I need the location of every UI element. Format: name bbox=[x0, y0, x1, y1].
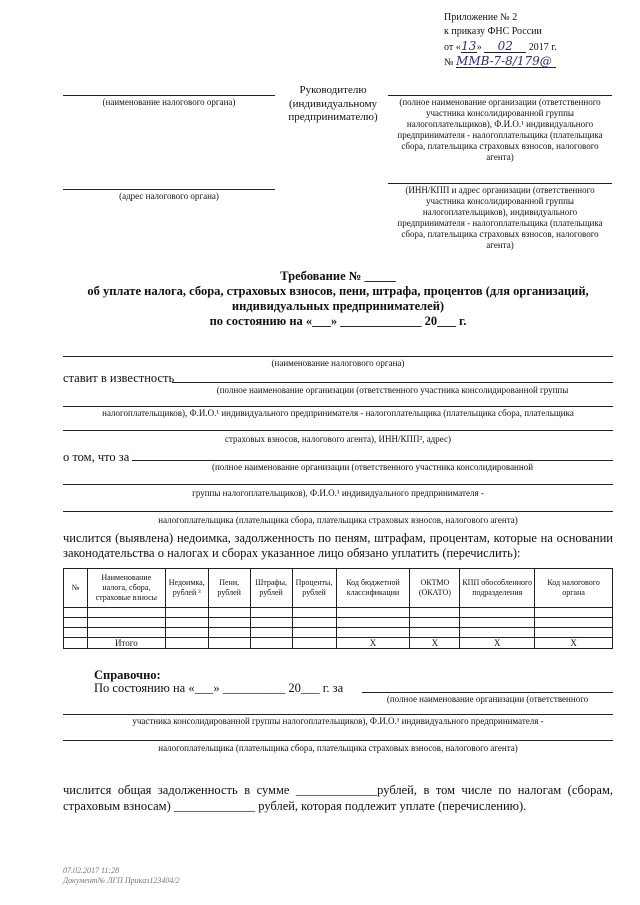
recipient-inn-caption: (ИНН/КПП и адрес организации (ответственного участника консолидированной группы налогоплательщиков), индивидуального предпринимателя - налогоплательщика (плательщика сбора, плательщика страховых взносов, налогового агента) bbox=[397, 185, 603, 250]
tax-org-address-caption: (адрес налогового органа) bbox=[119, 191, 219, 201]
tax-org-address-line bbox=[63, 189, 275, 190]
col-fines-header: Штрафы, рублей bbox=[250, 569, 292, 608]
table-row bbox=[64, 608, 613, 618]
recipient-name-line bbox=[388, 95, 612, 96]
col-tax-name-header: Наименование налога, сбора, страховые взносы bbox=[87, 569, 165, 608]
table-header-row bbox=[64, 569, 613, 608]
demand-subject-title: об уплате налога, сбора, страховых взносов, пени, штрафа, процентов (для организаций, индивидуальных предпринимателей) bbox=[87, 284, 589, 313]
col-kpp-header: КПП обособленного подразделения bbox=[460, 569, 535, 608]
about-label: о том, что за bbox=[63, 450, 130, 464]
notify-line-3 bbox=[63, 430, 613, 431]
reference-caption-3: налогоплательщика (плательщика сбора, плательщика страховых взносов, налогового агента) bbox=[158, 743, 518, 753]
total-mark: X bbox=[535, 638, 613, 649]
appendix-number-value: ММВ-7-8/179@ bbox=[456, 55, 556, 68]
demand-date-title: по состоянию на «___» _____________ 20___ г. bbox=[209, 314, 467, 328]
total-mark: X bbox=[460, 638, 535, 649]
col-kbk-header: Код бюджетной классификации bbox=[336, 569, 410, 608]
notify-caption-3: страховых взносов, налогового агента), ИНН/КПП², адрес) bbox=[225, 434, 451, 444]
appendix-line1: Приложение № 2 bbox=[444, 12, 518, 23]
total-label: Итого bbox=[87, 638, 165, 649]
reference-date-line: По состоянию на «___» __________ 20___ г. за bbox=[94, 681, 344, 695]
recipient-inn-line bbox=[388, 183, 612, 184]
notify-line bbox=[172, 382, 613, 383]
demand-number-title: Требование № _____ bbox=[280, 269, 396, 283]
table-row bbox=[64, 628, 613, 638]
col-number-header: № bbox=[64, 569, 88, 608]
about-line-2 bbox=[63, 484, 613, 485]
notify-caption-1: (полное наименование организации (ответственного участника консолидированной группы bbox=[216, 385, 569, 395]
appendix-number: № ММВ-7-8/179@ bbox=[444, 55, 556, 69]
total-mark: X bbox=[336, 638, 410, 649]
appendix-date: от «13» 02 2017 г. bbox=[444, 39, 557, 53]
notify-label: ставит в известность bbox=[63, 371, 175, 385]
recipient-name-caption: (полное наименование организации (ответственного участника консолидированной группы налогоплательщиков), Ф.И.О.¹ индивидуального предпринимателя - налогоплательщика (плательщика сбора, плательщика страховых взносов, налогового агента) bbox=[397, 97, 603, 162]
tax-org-name-line bbox=[63, 356, 613, 357]
about-caption-3: налогоплательщика (плательщика сбора, плательщика страховых взносов, налогового агента) bbox=[158, 515, 518, 525]
notify-caption-2: налогоплательщиков), Ф.И.О.¹ индивидуального предпринимателя - налогоплательщика (плательщика сбора, плательщика bbox=[102, 408, 574, 418]
reference-caption-2: участника консолидированной группы налогоплательщиков), Ф.И.О.¹ индивидуального предпринимателя - bbox=[132, 716, 544, 726]
tax-org-line bbox=[63, 95, 275, 96]
col-penalty-header: Пени, рублей bbox=[208, 569, 250, 608]
col-arrears-header: Недоимка, рублей ³ bbox=[165, 569, 208, 608]
col-tax-code-header: Код налогового органа bbox=[535, 569, 613, 608]
about-line-3 bbox=[63, 511, 613, 512]
table-total-row bbox=[64, 638, 613, 649]
tax-org-name-caption: (наименование налогового органа) bbox=[271, 358, 405, 368]
reference-org-line-3 bbox=[63, 740, 613, 741]
reference-title: Справочно: bbox=[94, 668, 161, 682]
reference-caption-1: (полное наименование организации (ответственного bbox=[386, 694, 589, 704]
table-row bbox=[64, 618, 613, 628]
appendix-line2: к приказу ФНС России bbox=[444, 26, 542, 37]
about-caption-2: группы налогоплательщиков), Ф.И.О.¹ индивидуального предпринимателя - bbox=[192, 488, 484, 498]
reference-org-line bbox=[362, 692, 613, 693]
recipient-title: Руководителю (индивидуальному предпринимателю) bbox=[288, 84, 378, 123]
total-mark: X bbox=[410, 638, 460, 649]
about-line bbox=[132, 460, 613, 461]
tax-org-caption: (наименование налогового органа) bbox=[102, 97, 236, 107]
col-interest-header: Проценты, рублей bbox=[292, 569, 336, 608]
appendix-day: 13 bbox=[461, 39, 477, 53]
reference-org-line-2 bbox=[63, 714, 613, 715]
footer-stamp-doc: Документ№ ЛГП Приказ123404/2 bbox=[63, 876, 180, 885]
col-oktmo-header: ОКТМО (ОКАТО) bbox=[410, 569, 460, 608]
about-caption-1: (полное наименование организации (ответственного участника консолидированной bbox=[211, 462, 534, 472]
notify-line-2 bbox=[63, 406, 613, 407]
reference-total-text: числится общая задолженность в сумме _____________рублей, в том числе по налогам (сборам, страховым взносам) _____________ рублей, которая подлежит уплате (перечислению). bbox=[63, 783, 613, 813]
debt-table bbox=[63, 568, 613, 649]
debt-statement: числится (выявлена) недоимка, задолженность по пеням, штрафам, процентам, которые на основании законодательства о налогах и сборах указанное лицо обязано уплатить (перечислить): bbox=[63, 531, 613, 560]
footer-stamp-date: 07.02.2017 11:28 bbox=[63, 866, 120, 875]
appendix-month: 02 bbox=[484, 40, 526, 53]
